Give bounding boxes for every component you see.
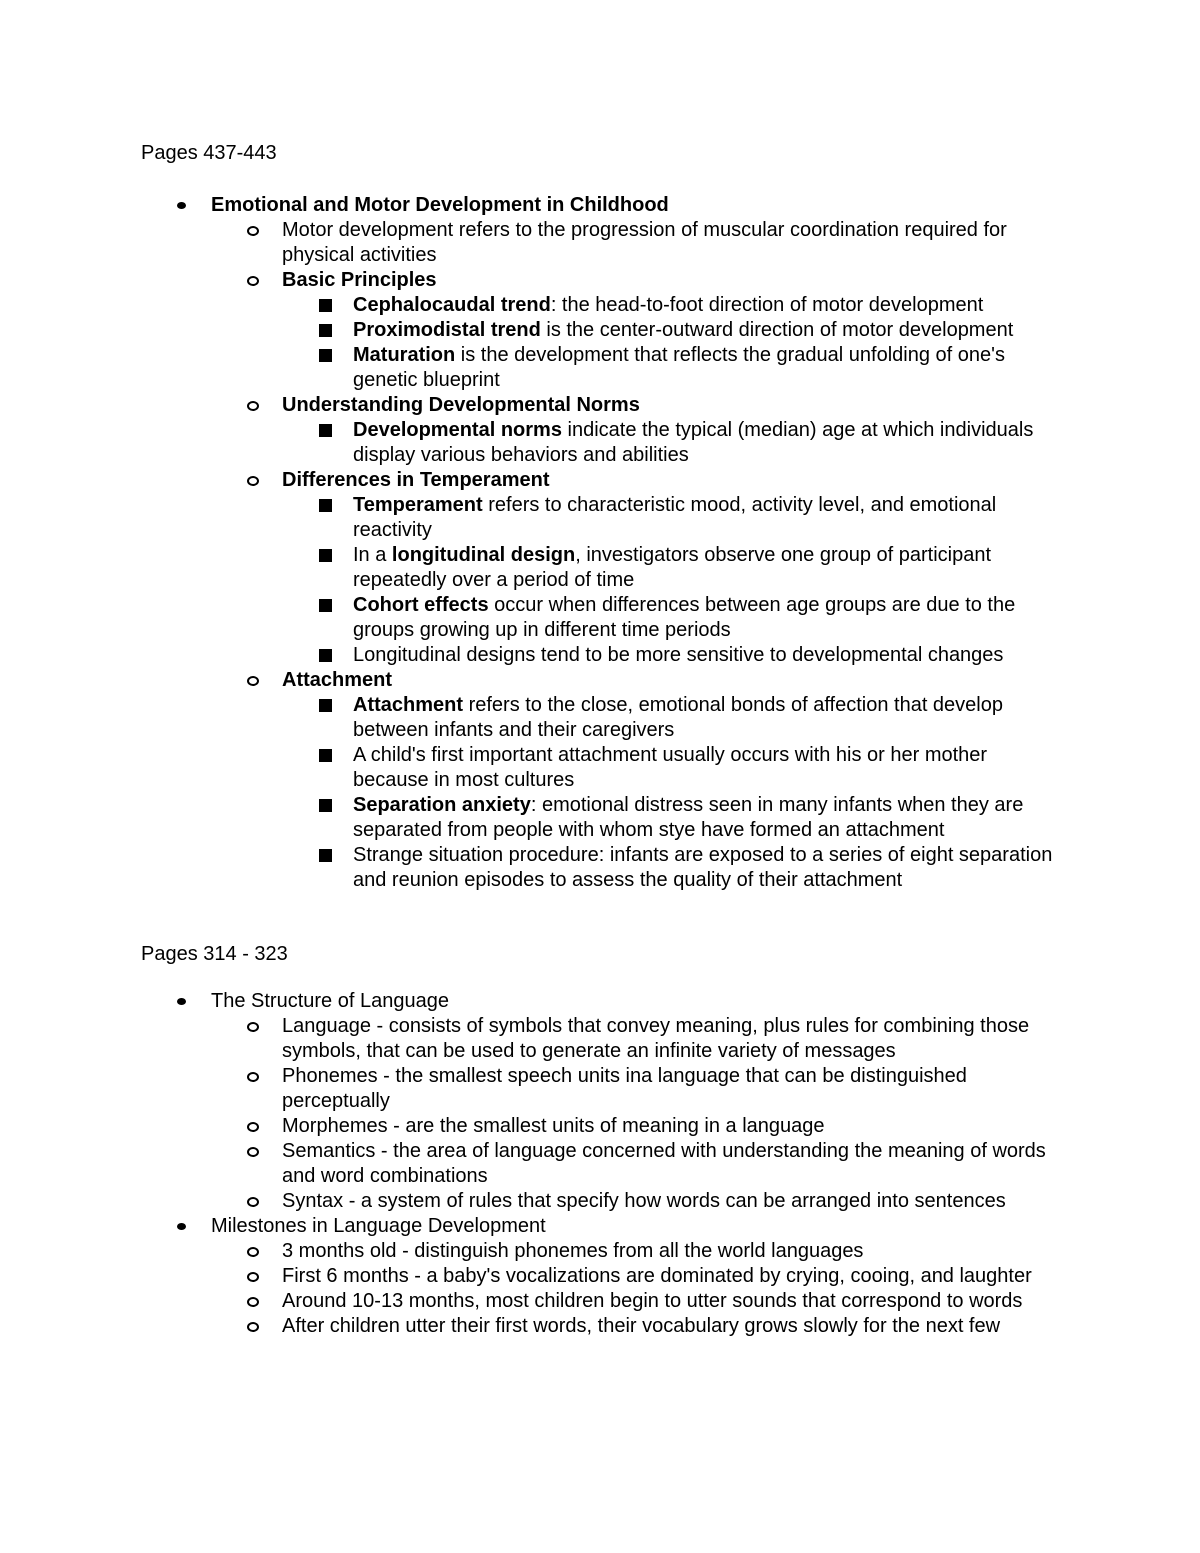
list-item <box>0 693 1058 743</box>
item-text: 3 months old - distinguish phonemes from all the world languages <box>282 1240 864 1262</box>
square-bullet-icon <box>319 793 333 818</box>
item-text: Syntax - a system of rules that specify how words can be arranged into sentences <box>282 1190 1006 1212</box>
circle-bullet-icon <box>247 1064 259 1089</box>
item-text: Semantics - the area of language concerned with understanding the meaning of words and word combinations <box>282 1140 1046 1187</box>
list-item <box>0 1139 1052 1189</box>
list-item <box>0 343 1058 393</box>
list-item <box>0 318 1058 343</box>
list-item <box>0 418 1058 468</box>
square-bullet-icon <box>319 318 333 343</box>
item-text: Longitudinal designs tend to be more sensitive to developmental changes <box>353 644 1004 666</box>
definition: is the center-outward direction of motor development <box>540 319 1014 341</box>
square-bullet-icon <box>319 543 333 568</box>
subtopic-item <box>0 468 1052 493</box>
definition: , investigators observe one group of participant repeatedly over a period of time <box>353 544 992 591</box>
item-text: After children utter their first words, their vocabulary grows slowly for the next few <box>282 1315 1001 1337</box>
square-bullet-icon <box>319 843 333 868</box>
term: Cephalocaudal trend <box>353 294 551 316</box>
list-item <box>0 493 1058 543</box>
section-heading: Pages 314 - 323 <box>141 943 288 965</box>
list-item <box>0 1239 1052 1264</box>
circle-bullet-icon <box>247 1139 259 1164</box>
item-text: A child's first important attachment usually occurs with his or her mother because in most cultures <box>353 744 988 791</box>
topic-title: Emotional and Motor Development in Childhood <box>211 194 669 216</box>
definition: occur when differences between age groups are due to the groups growing up in different time periods <box>353 594 1016 641</box>
bullet-icon <box>177 1214 188 1239</box>
definition: indicate the typical (median) age at which individuals display various behaviors and abilities <box>353 419 1034 466</box>
list-item <box>0 1314 1052 1339</box>
subtopic-item <box>0 393 1052 418</box>
subtopic-title: Basic Principles <box>282 269 437 291</box>
circle-bullet-icon <box>247 218 259 243</box>
list-item <box>0 593 1058 643</box>
square-bullet-icon <box>319 593 333 618</box>
topic-title: Milestones in Language Development <box>211 1215 546 1237</box>
list-item <box>0 1289 1052 1314</box>
item-text: Motor development refers to the progression of muscular coordination required for physical activities <box>282 219 1007 266</box>
bullet-icon <box>177 193 188 218</box>
term: Proximodistal trend <box>353 319 541 341</box>
item-text: First 6 months - a baby's vocalizations are dominated by crying, cooing, and laughter <box>282 1265 1032 1287</box>
circle-bullet-icon <box>247 1239 259 1264</box>
circle-bullet-icon <box>247 1264 259 1289</box>
list-item <box>0 843 1058 893</box>
square-bullet-icon <box>319 493 333 518</box>
topic-item <box>0 989 1200 1014</box>
circle-bullet-icon <box>247 1114 259 1139</box>
term: Attachment <box>353 694 464 716</box>
outline-list <box>0 193 1200 893</box>
term: Maturation <box>353 344 456 366</box>
square-bullet-icon <box>319 643 333 668</box>
term: Cohort effects <box>353 594 489 616</box>
outline-list <box>0 989 1200 1339</box>
circle-bullet-icon <box>247 1314 259 1339</box>
topic-title: The Structure of Language <box>211 990 449 1012</box>
term: Separation anxiety <box>353 794 531 816</box>
definition: is the development that reflects the gradual unfolding of one's genetic blueprint <box>353 344 1005 391</box>
square-bullet-icon <box>319 293 333 318</box>
list-item <box>0 218 1052 268</box>
subtopic-item <box>0 268 1052 293</box>
circle-bullet-icon <box>247 1014 259 1039</box>
list-item <box>0 1264 1052 1289</box>
list-item <box>0 1064 1052 1114</box>
square-bullet-icon <box>319 693 333 718</box>
list-item <box>0 793 1058 843</box>
subtopic-title: Differences in Temperament <box>282 469 550 491</box>
item-text: Around 10-13 months, most children begin to utter sounds that correspond to words <box>282 1290 1023 1312</box>
square-bullet-icon <box>319 343 333 368</box>
list-item <box>0 743 1058 793</box>
section-heading: Pages 437-443 <box>141 142 277 164</box>
topic-item <box>0 193 1200 218</box>
list-item <box>0 1014 1052 1064</box>
list-item <box>0 293 1058 318</box>
definition: : the head-to-foot direction of motor development <box>550 294 984 316</box>
item-text: Phonemes - the smallest speech units ina language that can be distinguished perceptually <box>282 1065 967 1112</box>
item-text: Language - consists of symbols that convey meaning, plus rules for combining those symbols, that can be used to generate an infinite variety of messages <box>282 1015 1030 1062</box>
item-text: Strange situation procedure: infants are exposed to a series of eight separation and reunion episodes to assess the quality of their attachment <box>353 844 1053 891</box>
definition: refers to characteristic mood, activity level, and emotional reactivity <box>353 494 997 541</box>
square-bullet-icon <box>319 418 333 443</box>
list-item <box>0 643 1058 668</box>
circle-bullet-icon <box>247 1189 259 1214</box>
list-item <box>0 543 1058 593</box>
subtopic-title: Attachment <box>282 669 393 691</box>
definition-prefix: In a <box>353 544 392 566</box>
definition: refers to the close, emotional bonds of affection that develop between infants and their caregivers <box>353 694 1003 741</box>
subtopic-title: Understanding Developmental Norms <box>282 394 640 416</box>
square-bullet-icon <box>319 743 333 768</box>
definition: : emotional distress seen in many infants when they are separated from people with whom stye have formed an attachment <box>353 794 1024 841</box>
bullet-icon <box>177 989 188 1014</box>
circle-bullet-icon <box>247 668 259 693</box>
subtopic-item <box>0 668 1052 693</box>
term: longitudinal design <box>391 544 576 566</box>
circle-bullet-icon <box>247 1289 259 1314</box>
list-item <box>0 1189 1052 1214</box>
list-item <box>0 1114 1052 1139</box>
topic-item <box>0 1214 1200 1239</box>
circle-bullet-icon <box>247 468 259 493</box>
item-text: Morphemes - are the smallest units of meaning in a language <box>282 1115 825 1137</box>
term: Developmental norms <box>353 419 562 441</box>
circle-bullet-icon <box>247 393 259 418</box>
term: Temperament <box>353 494 483 516</box>
circle-bullet-icon <box>247 268 259 293</box>
